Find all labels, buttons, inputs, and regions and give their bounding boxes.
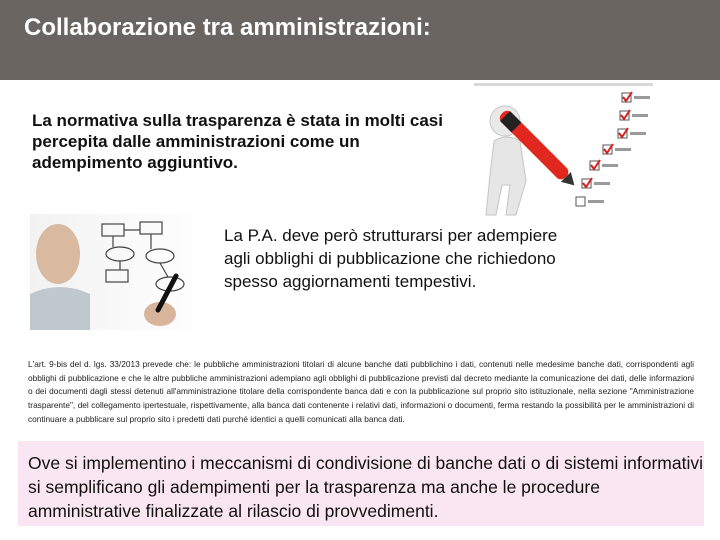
checklist-illustration	[472, 83, 655, 220]
flowchart-person-illustration	[30, 214, 215, 330]
conclusion-text: Ove si implementino i meccanismi di condivisione di banche dati o di sistemi informativi si semplificano gli adempimenti per la trasparenza ma anche le procedure amministrative finalizzate al rilascio di provvedimenti.	[28, 453, 704, 521]
legal-note: L'art. 9-bis del d. lgs. 33/2013 prevede che: le pubbliche amministrazioni titolari di alcune banche dati pubblichino i dati, contenuti nelle medesime banche dati, corrispondenti agli obblighi di pubblicazione e che le altre pubbliche amministrazioni adempiano agli obblighi di pubblicazione previsti dal decreto mediante la comunicazione dei dati, delle informazioni o dei documenti dagli stessi detenuti all'amministrazione titolare della corrispondente banca dati e con la pubblicazione sul proprio sito istituzionale, nella sezione "Amministrazione trasparente", del collegamento ipertestuale, rispettivamente, alla banca dati contenente i relativi dati, informazioni o documenti, ferma restando la possibilità per le amministrazioni di continuare a pubblicare sul proprio sito i predetti dati purché identici a quelli comunicati alla banca dati.	[28, 359, 694, 424]
title-bar	[0, 0, 720, 80]
paragraph-perception: La normativa sulla trasparenza è stata in molti casi percepita dalle amministrazioni come un adempimento aggiuntivo.	[32, 111, 443, 172]
slide-title: Collaborazione tra amministrazioni:	[24, 14, 431, 41]
paragraph-pa-structure: La P.A. deve però strutturarsi per adempiere agli obblighi di pubblicazione che richiedono spesso aggiornamenti tempestivi.	[224, 226, 558, 291]
conclusion-box	[18, 441, 704, 526]
